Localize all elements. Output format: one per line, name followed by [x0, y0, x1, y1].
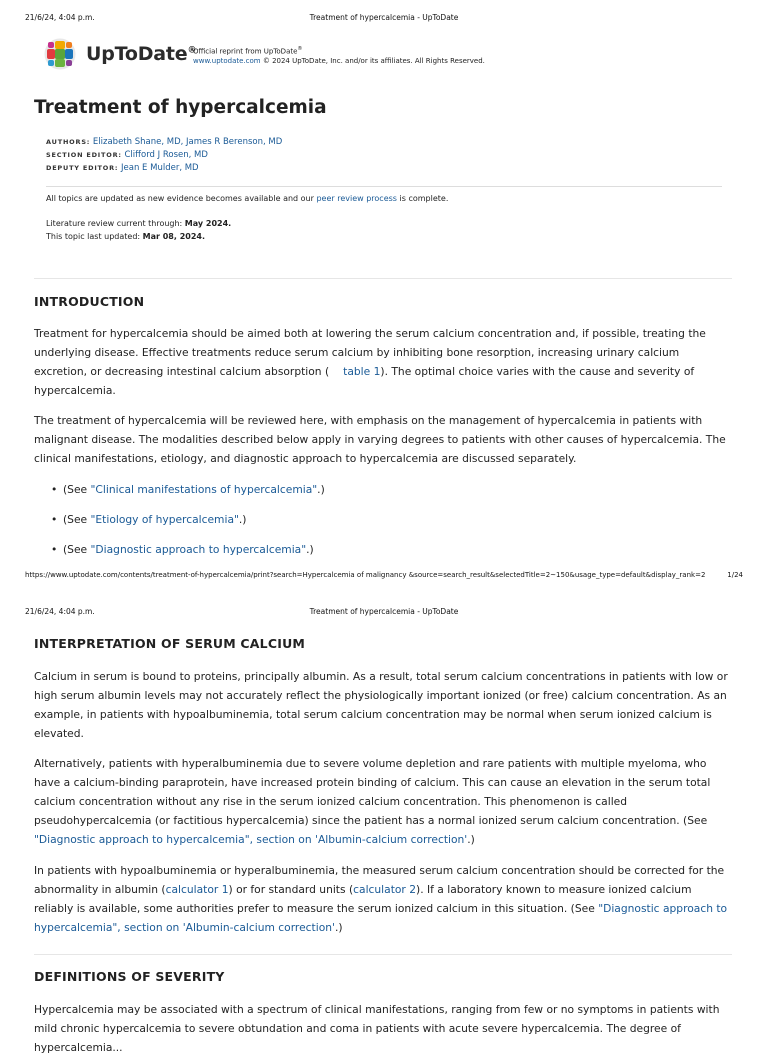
intro-paragraph-1: Treatment for hypercalcemia should be aimed both at lowering the serum calcium concentration and, if possible, treating the underlying disease. Effective treatments reduce serum calcium by inhibiting bone resorption, increasing urinary calcium excretion, or decreasing intestinal calcium absorption ( table 1). The optimal choice varies with the cause and severity of hypercalcemia.: [34, 327, 706, 397]
uptodate-wordmark: UpToDate®: [86, 43, 197, 65]
list-item: • (See "Clinical manifestations of hypercalcemia".): [51, 480, 325, 510]
print-title: Treatment of hypercalcemia - UpToDate: [309, 607, 459, 616]
interpretation-heading: INTERPRETATION OF SERUM CALCIUM: [34, 636, 306, 651]
calculator-2-link[interactable]: calculator 2: [353, 883, 417, 896]
table-1-link[interactable]: table 1: [343, 365, 381, 378]
interpretation-paragraph-1: Calcium in serum is bound to proteins, principally albumin. As a result, total serum calcium concentrations in patients with low or high serum albumin levels may not accurately reflect the physiologically important ionized (or free) calcium concentration. As an example, in patients with hypoalbuminemia, total serum calcium concentration may be normal when serum ionized calcium is elevated.: [34, 670, 728, 740]
print-url: https://www.uptodate.com/contents/treatment-of-hypercalcemia/print?search=Hypercalcemia of malignancy &source=search_result&selectedTitle=2~150&usage_type=default&display_rank=2: [25, 571, 706, 579]
section-divider: [34, 954, 732, 955]
page-number: 1/24: [727, 571, 743, 579]
authors-block: AUTHORS: Elizabeth Shane, MD, James R Berenson, MD SECTION EDITOR: Clifford J Rosen, MD DEPUTY EDITOR: Jean E Mulder, MD: [46, 137, 283, 173]
deputy-editor-link[interactable]: Jean E Mulder, MD: [121, 163, 199, 173]
print-title: Treatment of hypercalcemia - UpToDate: [309, 13, 459, 22]
section-divider: [34, 278, 732, 279]
etiology-link[interactable]: "Etiology of hypercalcemia": [90, 513, 239, 526]
intro-paragraph-2: The treatment of hypercalcemia will be reviewed here, with emphasis on the management of hypercalcemia in patients with malignant disease. The modalities described below apply in varying degrees to patients with other causes of hypercalcemia. The clinical manifestations, etiology, and diagnostic approach to hypercalcemia are discussed separately.: [34, 414, 726, 465]
list-item: • (See "Etiology of hypercalcemia".): [51, 510, 325, 540]
section-editor-link[interactable]: Clifford J Rosen, MD: [124, 150, 208, 160]
albumin-correction-link[interactable]: "Diagnostic approach to hypercalcemia", section on 'Albumin-calcium correction': [34, 833, 468, 846]
definitions-heading: DEFINITIONS OF SEVERITY: [34, 969, 225, 984]
uptodate-logo-icon: [44, 38, 76, 70]
page-title: Treatment of hypercalcemia: [34, 97, 327, 118]
review-dates: Literature review current through: May 2024. This topic last updated: Mar 08, 2024.: [46, 219, 232, 241]
definitions-paragraph-1: Hypercalcemia may be associated with a spectrum of clinical manifestations, ranging from few or no symptoms in patients with mild chronic hypercalcemia to severe obtundation and coma in patients with acute severe hypercalcemia. The degree of hypercalcemia...: [34, 1003, 720, 1054]
update-notice: All topics are updated as new evidence becomes available and our peer review process is complete.: [46, 194, 449, 203]
print-date: 21/6/24, 4:04 p.m.: [25, 13, 95, 22]
calculator-1-link[interactable]: calculator 1: [165, 883, 229, 896]
uptodate-site-link[interactable]: www.uptodate.com: [193, 57, 261, 66]
divider: [46, 186, 722, 187]
reprint-notice: Official reprint from UpToDate® www.uptodate.com © 2024 UpToDate, Inc. and/or its affiliates. All Rights Reserved.: [193, 46, 485, 66]
see-also-list: [51, 480, 325, 570]
interpretation-paragraph-3: In patients with hypoalbuminemia or hyperalbuminemia, the measured serum calcium concentration should be corrected for the abnormality in albumin (calculator 1) or for standard units (calculator 2). If a laboratory known to measure ionized calcium reliably is available, some authorities prefer to measure the serum ionized calcium in this situation. (See "Diagnostic approach to hypercalcemia", section on 'Albumin-calcium correction'.): [34, 864, 728, 934]
diagnostic-approach-link[interactable]: "Diagnostic approach to hypercalcemia": [90, 543, 307, 556]
albumin-correction-link-2[interactable]: "Diagnostic approach to hypercalcemia", section on 'Albumin-calcium correction': [34, 902, 728, 934]
introduction-heading: INTRODUCTION: [34, 294, 145, 309]
authors-link[interactable]: Elizabeth Shane, MD, James R Berenson, MD: [92, 137, 283, 147]
uptodate-logo[interactable]: [44, 38, 196, 70]
print-date: 21/6/24, 4:04 p.m.: [25, 607, 95, 616]
list-item: • (See "Diagnostic approach to hypercalcemia".): [51, 540, 325, 570]
interpretation-paragraph-2: Alternatively, patients with hyperalbuminemia due to severe volume depletion and rare patients with multiple myeloma, who have a calcium-binding paraprotein, have increased protein binding of calcium. This can cause an elevation in the serum total calcium concentration without any rise in the serum ionized calcium concentration. This phenomenon is called pseudohypercalcemia (or factitious hypercalcemia) since the patient has a normal ionized serum calcium concentration. (See "Diagnostic approach to hypercalcemia", section on 'Albumin-calcium correction'.): [34, 757, 711, 846]
clinical-manifestations-link[interactable]: "Clinical manifestations of hypercalcemia": [90, 483, 318, 496]
peer-review-link[interactable]: peer review process: [316, 194, 397, 203]
